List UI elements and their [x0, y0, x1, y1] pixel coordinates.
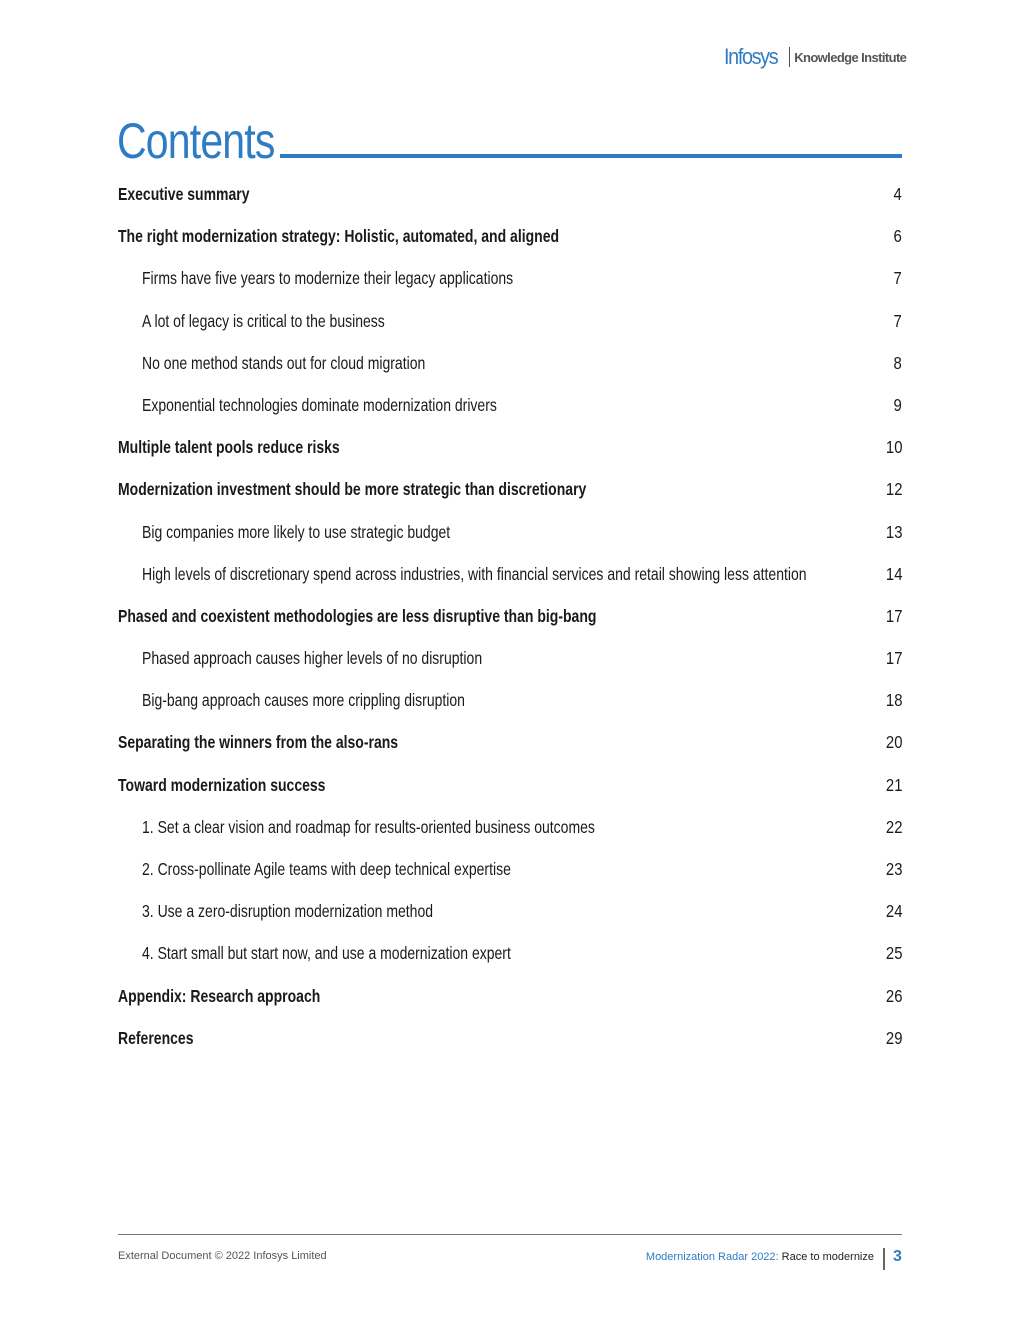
- toc-entry-page: 22: [885, 816, 902, 837]
- page-number: 3: [893, 1248, 902, 1265]
- toc-entry-label: A lot of legacy is critical to the business: [142, 310, 385, 331]
- toc-entry-label: 3. Use a zero-disruption modernization method: [142, 901, 434, 922]
- toc-entry-label: Exponential technologies dominate modernization drivers: [142, 394, 497, 415]
- toc-entry[interactable]: [118, 646, 902, 688]
- toc-entry-page: 12: [885, 479, 902, 500]
- title-rule: [280, 154, 902, 158]
- toc-entry-page: 20: [885, 732, 902, 753]
- toc-entry-label: Big companies more likely to use strategic budget: [142, 521, 451, 542]
- toc-entry[interactable]: [118, 266, 902, 308]
- footer-copyright: External Document © 2022 Infosys Limited: [118, 1250, 327, 1262]
- infosys-logo: [724, 44, 906, 70]
- toc-entry-label: References: [118, 1027, 194, 1048]
- toc-entry-label: Firms have five years to modernize their legacy applications: [142, 268, 514, 289]
- toc-entry-page: 29: [885, 1027, 902, 1048]
- toc-entry-label: High levels of discretionary spend across industries, with financial services and retail showing less attention: [142, 563, 807, 584]
- toc-entry[interactable]: [118, 730, 902, 772]
- toc-entry-label: Toward modernization success: [118, 774, 326, 795]
- toc-entry-page: 24: [885, 901, 902, 922]
- toc-entry[interactable]: [118, 435, 902, 477]
- toc-entry-label: Modernization investment should be more strategic than discretionary: [118, 479, 587, 500]
- toc-entry[interactable]: [118, 1026, 902, 1068]
- toc-entry-page: 14: [885, 563, 902, 584]
- toc-entry[interactable]: [118, 941, 902, 983]
- toc-entry[interactable]: [118, 899, 902, 941]
- logo-subtitle: Knowledge Institute: [794, 49, 907, 65]
- toc-entry-page: 18: [885, 690, 902, 711]
- toc-entry[interactable]: [118, 224, 902, 266]
- toc-entry[interactable]: [118, 815, 902, 857]
- table-of-contents: [118, 182, 902, 1068]
- toc-entry-page: 7: [893, 268, 902, 289]
- toc-entry-page: 9: [893, 394, 902, 415]
- footer-series: Modernization Radar 2022:: [645, 1251, 779, 1263]
- toc-entry[interactable]: [118, 562, 902, 604]
- toc-entry[interactable]: [118, 857, 902, 899]
- footer-bar: [883, 1248, 885, 1270]
- toc-entry-page: 23: [885, 859, 902, 879]
- toc-entry-page: 4: [893, 184, 902, 204]
- toc-entry-label: Phased and coexistent methodologies are less disruptive than big-bang: [118, 605, 597, 626]
- toc-entry[interactable]: [118, 688, 902, 730]
- toc-entry-page: 25: [885, 943, 902, 964]
- footer-title: Race to modernize: [781, 1251, 874, 1263]
- page-title: Contents: [117, 113, 275, 169]
- toc-entry[interactable]: [118, 520, 902, 562]
- toc-entry[interactable]: [118, 393, 902, 435]
- toc-entry-page: 13: [885, 521, 902, 542]
- toc-entry-label: 4. Start small but start now, and use a modernization expert: [142, 943, 511, 964]
- toc-entry[interactable]: [118, 773, 902, 815]
- toc-entry-page: 6: [893, 226, 902, 247]
- toc-entry[interactable]: [118, 604, 902, 646]
- toc-entry-page: 7: [893, 310, 902, 331]
- toc-entry-label: Separating the winners from the also-rans: [118, 732, 399, 753]
- toc-entry-page: 17: [885, 648, 902, 669]
- logo-divider: [789, 47, 790, 67]
- toc-entry-page: 8: [893, 352, 902, 373]
- toc-entry-page: 10: [885, 437, 902, 458]
- footer-doc-title: [646, 1251, 874, 1263]
- logo-brand: Infosys: [724, 44, 778, 69]
- toc-entry-page: 21: [885, 774, 902, 795]
- toc-entry[interactable]: [118, 984, 902, 1026]
- toc-entry-page: 26: [885, 985, 902, 1006]
- toc-entry-label: Phased approach causes higher levels of no disruption: [142, 648, 483, 669]
- toc-entry-label: The right modernization strategy: Holistic, automated, and aligned: [118, 226, 560, 247]
- toc-entry[interactable]: [118, 182, 902, 224]
- toc-entry[interactable]: [118, 351, 902, 393]
- toc-entry-label: 1. Set a clear vision and roadmap for results-oriented business outcomes: [142, 816, 595, 837]
- toc-entry-label: Multiple talent pools reduce risks: [118, 437, 340, 458]
- footer-divider: [118, 1234, 902, 1235]
- toc-entry-label: Executive summary: [118, 184, 250, 204]
- toc-entry-label: Big-bang approach causes more crippling disruption: [142, 690, 465, 711]
- toc-entry[interactable]: [118, 309, 902, 351]
- toc-entry-label: 2. Cross-pollinate Agile teams with deep technical expertise: [142, 859, 511, 879]
- toc-entry-label: No one method stands out for cloud migration: [142, 352, 426, 373]
- toc-entry[interactable]: [118, 477, 902, 519]
- toc-entry-label: Appendix: Research approach: [118, 985, 321, 1006]
- toc-entry-page: 17: [885, 605, 902, 626]
